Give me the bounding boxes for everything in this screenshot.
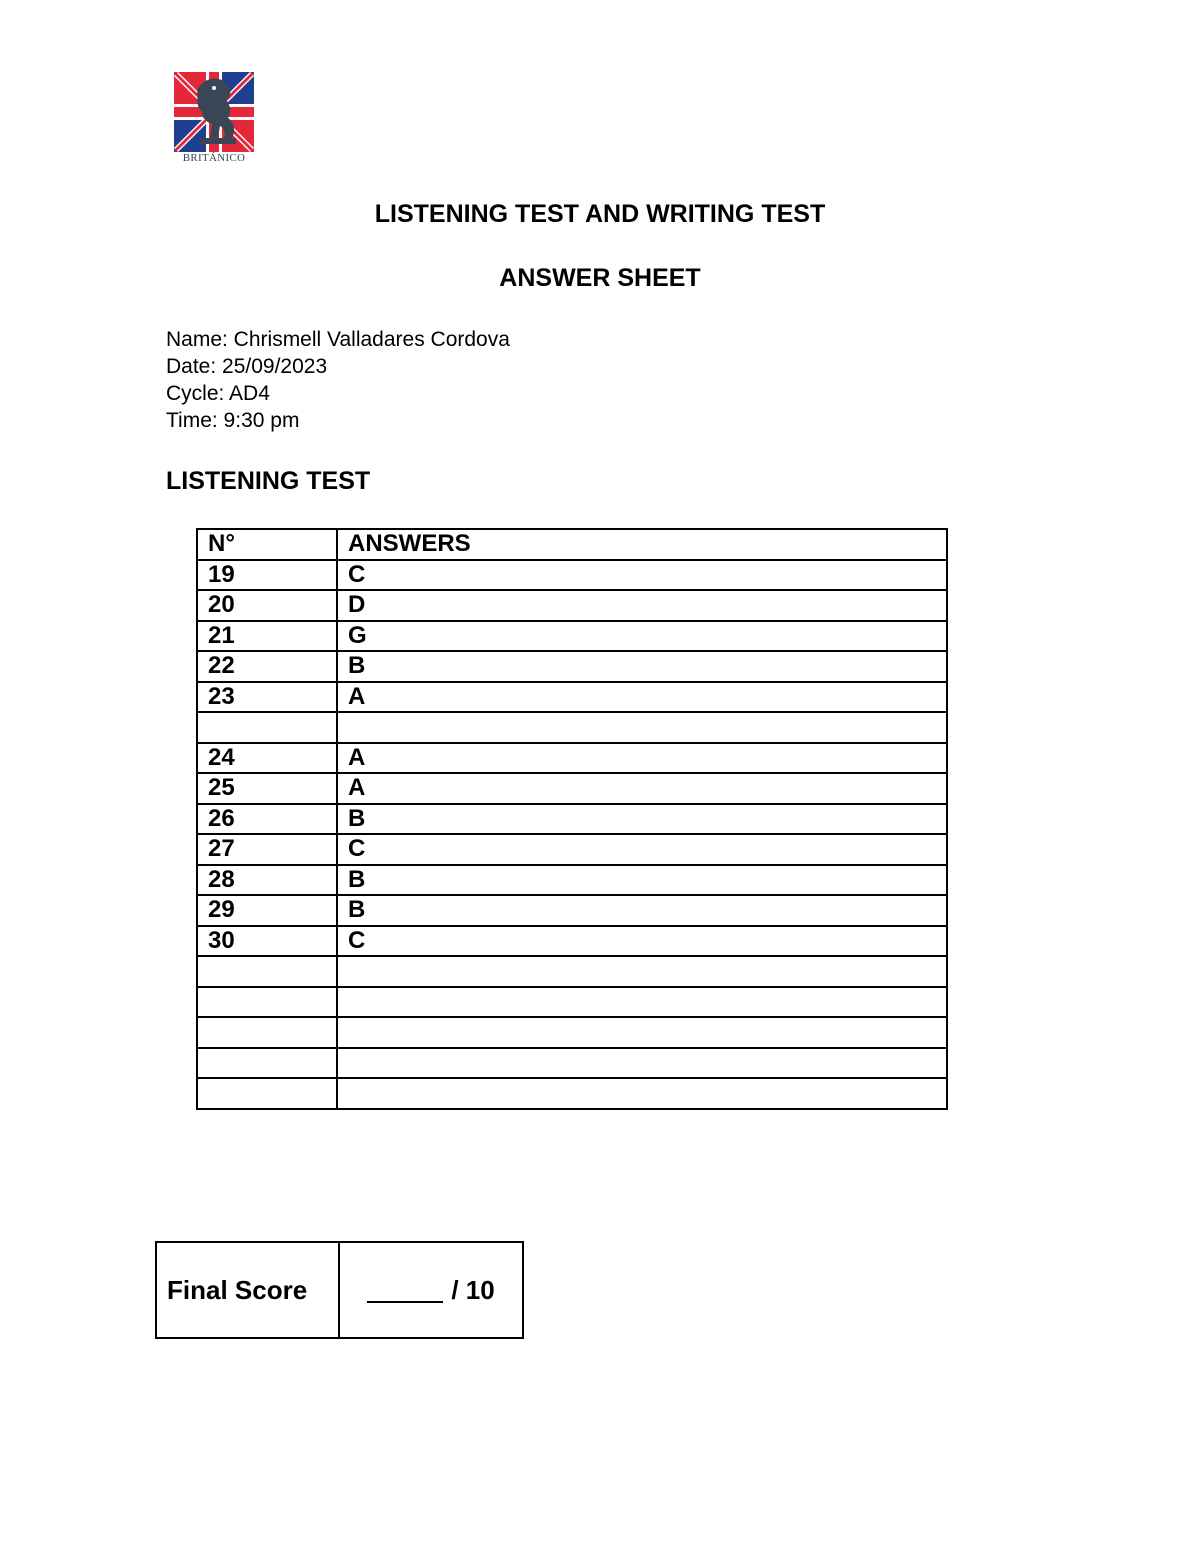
answer-cell: C bbox=[337, 834, 947, 865]
question-number bbox=[197, 712, 337, 743]
answer-cell: B bbox=[337, 865, 947, 896]
answer-cell: G bbox=[337, 621, 947, 652]
question-number bbox=[197, 1017, 337, 1048]
question-number: 28 bbox=[197, 865, 337, 896]
answer-cell bbox=[337, 987, 947, 1018]
question-number: 21 bbox=[197, 621, 337, 652]
question-number: 25 bbox=[197, 773, 337, 804]
final-score-box bbox=[155, 1241, 524, 1339]
document-title: LISTENING TEST AND WRITING TEST bbox=[374, 200, 826, 228]
table-row bbox=[197, 865, 947, 896]
table-row bbox=[197, 712, 947, 743]
answer-cell: A bbox=[337, 773, 947, 804]
final-score-label: Final Score bbox=[156, 1242, 339, 1338]
test-cycle: Cycle: AD4 bbox=[166, 382, 270, 405]
table-row bbox=[197, 804, 947, 835]
answer-cell bbox=[337, 1017, 947, 1048]
document-subtitle: ANSWER SHEET bbox=[499, 264, 701, 292]
test-date: Date: 25/09/2023 bbox=[166, 355, 328, 378]
answer-cell: A bbox=[337, 682, 947, 713]
answers-table bbox=[196, 528, 948, 1110]
question-number: 27 bbox=[197, 834, 337, 865]
question-number: 24 bbox=[197, 743, 337, 774]
question-number: 26 bbox=[197, 804, 337, 835]
table-row bbox=[197, 926, 947, 957]
table-row bbox=[197, 621, 947, 652]
table-row bbox=[197, 834, 947, 865]
question-number: 30 bbox=[197, 926, 337, 957]
answers-header-row bbox=[197, 529, 947, 560]
question-number bbox=[197, 1048, 337, 1079]
table-row bbox=[197, 956, 947, 987]
table-row bbox=[197, 987, 947, 1018]
answer-cell: A bbox=[337, 743, 947, 774]
question-number: 19 bbox=[197, 560, 337, 591]
answer-cell: B bbox=[337, 895, 947, 926]
answer-cell: B bbox=[337, 651, 947, 682]
britanico-logo bbox=[174, 72, 254, 168]
answer-cell: B bbox=[337, 804, 947, 835]
listening-heading: LISTENING TEST bbox=[166, 467, 371, 495]
question-number: 20 bbox=[197, 590, 337, 621]
answer-cell bbox=[337, 956, 947, 987]
table-row bbox=[197, 590, 947, 621]
final-score-row bbox=[156, 1242, 523, 1338]
column-header-answers: ANSWERS bbox=[337, 529, 947, 560]
table-row bbox=[197, 1078, 947, 1109]
test-time: Time: 9:30 pm bbox=[166, 409, 300, 432]
question-number bbox=[197, 1078, 337, 1109]
column-header-number: N° bbox=[197, 529, 337, 560]
student-info bbox=[166, 326, 510, 434]
table-row bbox=[197, 743, 947, 774]
answer-cell bbox=[337, 1078, 947, 1109]
table-row bbox=[197, 773, 947, 804]
score-blank-line bbox=[367, 1301, 443, 1303]
table-row bbox=[197, 1048, 947, 1079]
table-row bbox=[197, 895, 947, 926]
question-number bbox=[197, 987, 337, 1018]
final-score-value bbox=[339, 1242, 523, 1338]
question-number bbox=[197, 956, 337, 987]
question-number: 23 bbox=[197, 682, 337, 713]
answer-cell: D bbox=[337, 590, 947, 621]
answer-cell bbox=[337, 712, 947, 743]
answer-cell: C bbox=[337, 926, 947, 957]
lion-flag-emblem-icon bbox=[174, 72, 254, 152]
table-row bbox=[197, 651, 947, 682]
score-total: / 10 bbox=[451, 1274, 495, 1305]
question-number: 29 bbox=[197, 895, 337, 926]
logo-wordmark: BRITÁNICO bbox=[182, 152, 246, 164]
table-row bbox=[197, 560, 947, 591]
answer-cell bbox=[337, 1048, 947, 1079]
question-number: 22 bbox=[197, 651, 337, 682]
student-name: Name: Chrismell Valladares Cordova bbox=[166, 328, 510, 351]
table-row bbox=[197, 682, 947, 713]
table-row bbox=[197, 1017, 947, 1048]
answer-cell: C bbox=[337, 560, 947, 591]
